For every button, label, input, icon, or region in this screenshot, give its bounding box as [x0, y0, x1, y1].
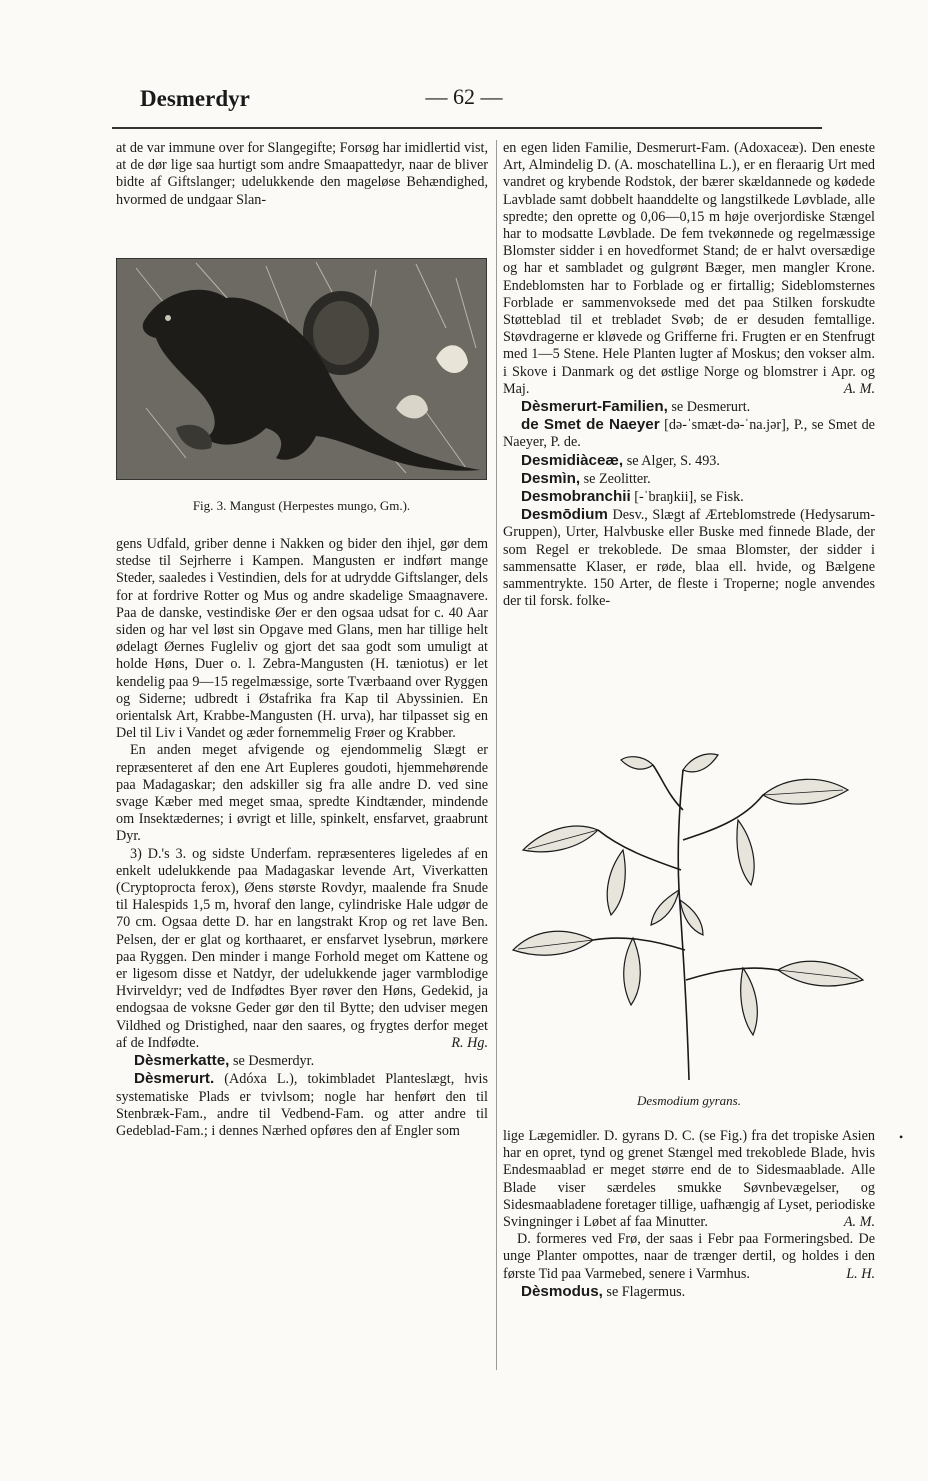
entry-headword: Dèsmerurt.: [134, 1070, 215, 1088]
left-column-top: [116, 140, 488, 209]
figure-caption-desmodium: Desmodium gyrans.: [637, 1093, 741, 1108]
column-divider: [496, 140, 497, 1370]
entry-desmerurt-familien: [503, 398, 875, 416]
mongoose-illustration-icon: [116, 258, 487, 480]
entry-headword: Desmobranchii: [521, 488, 631, 506]
left-column-lower: [116, 536, 488, 1140]
right-paragraph-3: [503, 1231, 875, 1283]
entry-headword: Dèsmodus,: [521, 1282, 603, 1300]
left-paragraph-1: at de var immune over for Slangegifte; Forsøg har imidlertid vist, at de dør lige saa hurtigt som andre Smaapattedyr, naar de bliver bidte af Giftslanger; udelukkende den mageløse Behændighed, hvormed de undgaar Slan-: [116, 140, 488, 208]
author-initials: L. H.: [846, 1265, 875, 1282]
desmodium-plant-illustration-icon: [503, 750, 875, 1085]
right-paragraph-1: [503, 140, 875, 398]
entry-text: (Adóxa L.), tokimbladet Planteslægt, hvis systematiske Plads er tvivlsom; nogle har henført den til Stenbræk-Fam., andre til Vedbend-Fam. og atter andre til Gedeblad-Fam.; i dennes Nærhed opføres den af Engler som: [116, 1071, 488, 1139]
entry-text: se Desmerdyr.: [232, 1053, 315, 1070]
entry-desmerkatte: [116, 1052, 488, 1070]
entry-desmobranchii: [503, 488, 875, 506]
entry-desmodium: [503, 506, 875, 610]
entry-text: [də-ˈsmæt-də-ˈna.jər], P., se Smet de Naeyer, P. de.: [503, 417, 875, 451]
entry-text: Desv., Slægt af Ærteblomstrede (Hedysarum-Gruppen), Urter, Halvbuske eller Buske med finnede Blade, der som Regel er trekoblede. De smaa Blomster, der sidder i sammensatte Klaser, er røde, blaa ell. hvide, og Bælgene sammentrykte. 150 Arter, de fleste i Troperne; nogle anvendes der til forsk. folke-: [503, 507, 876, 610]
viverkatte-text: 3) D.'s 3. og sidste Underfam. repræsenteres ligeledes af en enkelt udelukkende paa Madagaskar levende Art, Viverkatten (Cryptoprocta ferox), Øens største Rovdyr, maalende fra Snude til Halespids 1,5 m, hvoraf den lange, cylindriske Hale udgør de 70 cm. Ogsaa dette D. har en langstrakt Krop og ret lave Ben. Pelsen, der er glat og korthaaret, er ensfarvet lysebrun, mørkere paa Ryggen. Den minder i mange Forhold meget om Kattene og er ligesom disse et Natdyr, der udelukkende jager varmblodige Hvirveldyr; ved de Indfødtes Byer røver den Høns, Gedekid, ja endogsaa de voksne Geder gør den til Bytte; den udviser megen Vildhed og Dristighed, naar den saares, og frygtes derfor meget af de Indfødte.: [116, 845, 488, 1051]
desmerurt-description: en egen liden Familie, Desmerurt-Fam. (Adoxaceæ). Den eneste Art, Almindelig D. (A. moschatellina L.), er en fleraarig Urt med vandret og krybende Rodstok, der bærer skældannede og kødede Lavblade samt dobbelt haanddelte og langstilkede Løvblade, alle spredte; den oprette og 0,06—0,15 m høje overjordiske Stængel har to modsatte Løvblade. De fem tvekønnede og regelmæssige Blomster sidder i en hovedformet Stand; de er halvt oversædige og har et sambladet og gulgrønt Bæger, men mangler Krone. Endeblomsten har to Forblade og er firtallig; Sideblomsternes Forblade er sammenvoksede med det paa Stilken forskudte Støtteblad til et trebladet Svøb; de er desuden femtallige. Støvdragerne er kløvede og Grifferne fri. Frugten er en Stenfrugt med 1—5 Stene. Hele Planten lugter af Moskus; den vokser alm. i Skove i Danmark og det østlige Norge og blomstrer i Apr. og Maj.: [503, 140, 875, 397]
entry-desmerurt: [116, 1070, 488, 1140]
right-paragraph-2: [503, 1128, 875, 1231]
right-column-top: [503, 140, 875, 610]
running-headword: Desmerdyr: [140, 86, 250, 111]
entry-text: [-ˈbraŋkii], se Fisk.: [634, 489, 744, 506]
author-initials: A. M.: [843, 380, 875, 397]
margin-mark: •: [899, 1130, 904, 1144]
left-paragraph-4: [116, 846, 488, 1052]
entry-headword: Desmidiàceæ,: [521, 451, 624, 469]
entry-headword: Dèsmerkatte,: [134, 1052, 230, 1070]
cultivation-text: D. formeres ved Frø, der saas i Febr paa Formeringsbed. De unge Planter ompottes, naar de trænger dertil, og holdes i den første Tid paa Varmebed, senere i Varmhus.: [503, 1231, 875, 1282]
left-paragraph-3: En anden meget afvigende og ejendommelig Slægt er repræsenteret af den ene Art Eupleres goudoti, hjemmehørende paa Madagaskar; den adskiller sig fra alle andre D. ved sine svage Kæber med meget smaa, spredte Kindtænder, mindende om Insektædernes; i øvrigt et lille, spinkelt, ensfarvet, graabrunt Dyr.: [116, 742, 488, 845]
author-initials: A. M.: [843, 1214, 875, 1231]
entry-headword: de Smet de Naeyer: [521, 416, 660, 434]
entry-headword: Desmōdium: [521, 506, 608, 524]
entry-text: se Zeolitter.: [583, 470, 651, 487]
entry-text: se Flagermus.: [606, 1283, 686, 1300]
author-initials: R. Hg.: [451, 1034, 488, 1051]
right-column-lower: [503, 1128, 875, 1301]
entry-text: se Alger, S. 493.: [626, 452, 720, 469]
page-number: — 62 —: [425, 84, 503, 109]
left-paragraph-2: gens Udfald, griber denne i Nakken og bider den ihjel, gør dem stedse til Sejrherre i Kampen. Mangusten er indført mange Steder, saaledes i Vestindien, dels for at udrydde Giftslanger, dels for at fordrive Rotter og Mus og andre skadelige Smaagnavere. Paa de danske, vestindiske Øer er den ogsaa udsat for c. 40 Aar siden og har vel løst sin Opgave med Glans, men har tillige helt ødelagt Øernes Fugleliv og gjort det saa godt som umuligt at holde Høns, Duer o. l. Zebra-Mangusten (H. tæniotus) er let kendelig paa 9—15 regelmæssige, sorte Tværbaand over Ryggen og Siderne; udbredt i Østafrika fra Kap til Abyssinien. En orientalsk Art, Krabbe-Mangusten (H. urva), har tilpasset sig en Del til Liv i Vandet og æder fornemmelig Frøer og Krabber.: [116, 536, 488, 742]
entry-headword: Dèsmerurt-Familien,: [521, 398, 668, 416]
figure-caption-mongoose: Fig. 3. Mangust (Herpestes mungo, Gm.).: [192, 498, 411, 513]
header-rule: [112, 127, 822, 129]
entry-de-smet: [503, 416, 875, 451]
desmodium-gyrans-text: lige Lægemidler. D. gyrans D. C. (se Fig.) fra det tropiske Asien har en opret, tynd og grenet Stængel med trekoblede Blade, hvis Endesmaablad er meget større end de to Sidesmaablade. Alle Blade viser særdeles smukke Søvnbevægelser, og Sidesmaabladene foretager tillige, uafhængig af Lyset, periodiske Svingninger i Løbet af faa Minutter.: [503, 1128, 875, 1231]
entry-desmin: [503, 470, 875, 488]
page-header: [0, 80, 928, 120]
entry-text: se Desmerurt.: [671, 399, 751, 416]
entry-desmodus: [503, 1283, 875, 1301]
entry-desmidiaceae: [503, 452, 875, 470]
entry-headword: Desmìn,: [521, 469, 581, 487]
